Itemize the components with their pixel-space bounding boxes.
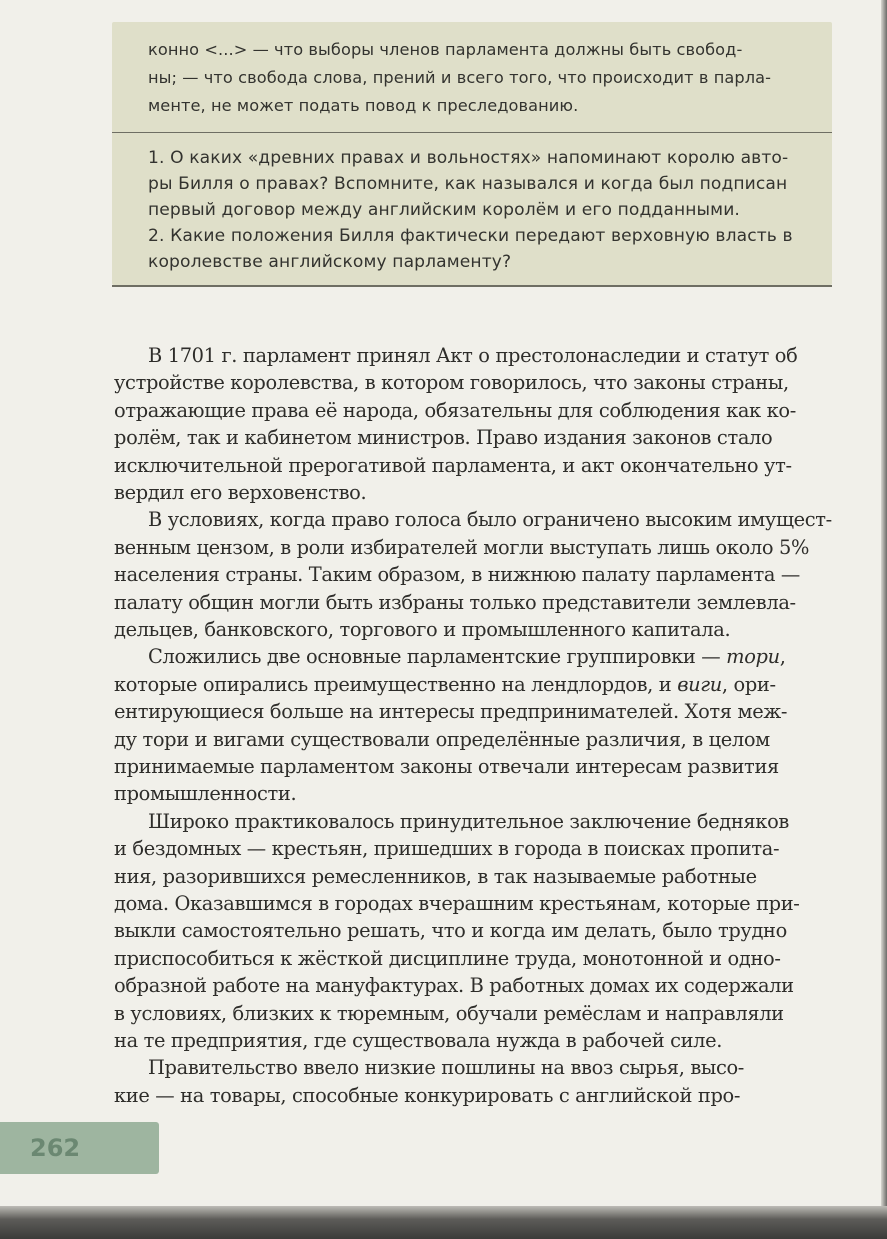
body-line: Правительство ввело низкие пошлины на ввоз сырья, высо- — [148, 1056, 745, 1080]
page-edge — [881, 0, 887, 1206]
body-line: Широко практиковалось принудительное заключение бедняков — [148, 809, 789, 833]
body-line — [148, 645, 786, 668]
body-line: устройстве королевства, в котором говорилось, что законы страны, — [114, 371, 789, 395]
italic-term: виги — [677, 672, 722, 696]
quote-line: ны; — что свобода слова, прений и всего того, что происходит в парла- — [148, 68, 772, 87]
body-line: образной работе на мануфактурах. В работных домах их содержали — [114, 974, 794, 998]
body-line-segment: , ори- — [721, 672, 776, 696]
body-line: населения страны. Таким образом, в нижнюю палату парламента — — [114, 563, 800, 587]
body-line: В условиях, когда право голоса было ограничено высоким имущест- — [148, 508, 832, 532]
body-line: промышленности. — [114, 782, 297, 806]
question-line: первый договор между английским королём и его подданными. — [148, 200, 740, 220]
body-line — [114, 673, 776, 696]
quote-line: конно <...> — что выборы членов парламента должны быть свобод- — [148, 40, 743, 59]
body-line: ния, разорившихся ремесленников, в так называемые работные — [114, 864, 757, 888]
body-line: в условиях, близких к тюремным, обучали ремёслам и направляли — [114, 1001, 784, 1025]
body-line: В 1701 г. парламент принял Акт о престолонаследии и статут об — [148, 344, 798, 367]
body-line: кие — на товары, способные конкурировать с английской про- — [114, 1083, 741, 1107]
question-line: 1. О каких «древних правах и вольностях» напоминают королю авто- — [148, 148, 789, 168]
body-line: венным цензом, в роли избирателей могли выступать лишь около 5% — [114, 535, 810, 559]
sidebar-bottom-rule — [112, 285, 832, 287]
sidebar-divider — [112, 132, 832, 133]
body-line: принимаемые парламентом законы отвечали интересам развития — [114, 755, 779, 778]
question-line: ры Билля о правах? Вспомните, как назывался и когда был подписан — [148, 174, 788, 194]
body-line: вердил его верховенство. — [114, 481, 367, 504]
body-line: палату общин могли быть избраны только представители землевла- — [114, 590, 796, 614]
body-line: ду тори и вигами существовали определённые различия, в целом — [114, 727, 770, 751]
body-line: ентирующиеся больше на интересы предпринимателей. Хотя меж- — [114, 700, 788, 724]
question-line: 2. Какие положения Билля фактически передают верховную власть в — [148, 226, 793, 246]
body-line: и бездомных — крестьян, пришедших в города в поисках пропита- — [114, 837, 780, 861]
body-line-segment: Сложились две основные парламентские группировки — — [148, 645, 727, 669]
body-line: исключительной прерогативой парламента, и акт окончательно ут- — [114, 453, 792, 477]
page-shadow — [0, 1206, 887, 1239]
body-line: на те предприятия, где существовала нужда в рабочей силе. — [114, 1029, 723, 1052]
question-line: королевстве английскому парламенту? — [148, 252, 512, 272]
body-line-segment: , — [779, 645, 786, 669]
body-line: отражающие права её народа, обязательны для соблюдения как ко- — [114, 398, 796, 422]
italic-term: тори — [726, 645, 780, 669]
body-line: дома. Оказавшимся в городах вчерашним крестьянам, которые при- — [114, 892, 800, 915]
page-number: 262 — [30, 1134, 81, 1162]
body-line: дельцев, банковского, торгового и промышленного капитала. — [114, 618, 731, 641]
body-line-segment: которые опирались преимущественно на лендлордов, и — [114, 672, 678, 696]
body-line: приспособиться к жёсткой дисциплине труда, монотонной и одно- — [114, 946, 781, 970]
body-line: выкли самостоятельно решать, что и когда им делать, было трудно — [114, 919, 787, 943]
body-line: ролём, так и кабинетом министров. Право издания законов стало — [114, 426, 773, 450]
quote-line: менте, не может подать повод к преследованию. — [148, 96, 579, 115]
